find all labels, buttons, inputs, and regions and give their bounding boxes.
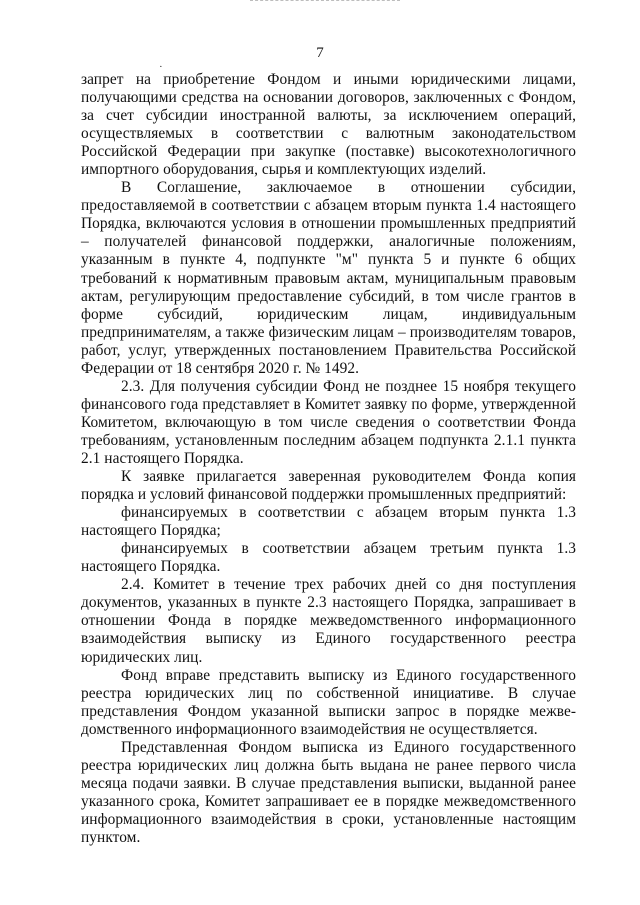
paragraph-financed-third: финансируемых в соответствии абзацем третьим пункта 1.3 настоящего Порядка. [81, 540, 576, 576]
paragraph-clause-2-3: 2.3. Для получения субсидии Фонд не позднее 15 ноября текущего финансового года представляет в Комитет заявку по форме, утвержденной Комитетом, включающую в том числе сведения о соответствии Фонда требованиям, установленным последним абзацем подпункта 2.1.1 пункта 2.1 настоящего Порядка. [81, 377, 576, 467]
paragraph-financed-second: финансируемых в соответствии с абзацем вторым пункта 1.3 настоящего Порядка; [81, 504, 576, 540]
page-number: 7 [316, 45, 324, 61]
paragraph-agreement-conditions: В Соглашение, заключаемое в отношении субсидии, предоставляемой в соответствии с абзацем вторым пункта 1.4 настоящего Порядка, включаются условия в отношении промышленных предприятий – получателей финансовой поддержки, аналогичные положениям, указанным в пункте 4, подпункте "м" пункта 5 и пункте 6 общих требований к нормативным правовым актам, муниципальным правовым актам, регулирующим предоставление субсидий, в том числе грантов в форме субсидий, юридическим лицам, индивидуальным предпринимателям, а также физическим лицам – производителям товаров, работ, услуг, утвержденных постановлением Правительства Российской Федерации от 18 сентября 2020 г. № 1492. [81, 179, 576, 377]
paragraph-attachments: К заявке прилагается заверенная руководителем Фонда копия порядка и условий финансовой поддержки промышленных предприятий: [81, 468, 576, 504]
document-body [81, 71, 576, 847]
paragraph-extract-issued: Представленная Фондом выписка из Единого государственного реестра юридических лиц должна быть выдана не ранее первого числа месяца подачи заявки. В случае представления выписки, выданной ранее указанного срока, Комитет запрашивает ее в порядке межведомственного информационного взаимодействия в сроки, установленные настоящим пунктом. [81, 738, 576, 846]
paragraph-continuation: запрет на приобретение Фондом и иными юридическими лицами, получающими средства на основании договоров, заключенных с Фондом, за счет субсидии иностранной валюты, за исключением операций, осуществляемых в соответствии с валютным законодательством Российской Федерации при закупке (поставке) высокотехнологичного импортного оборудования, сырья и комплектующих изделий. [81, 71, 576, 179]
paragraph-own-initiative: Фонд вправе представить выписку из Единого государственного реестра юридических лиц по собственной инициативе. В случае представления Фондом указанной выписки запрос в порядке межведомственного информационного взаимодействия не осуществляется. [81, 666, 576, 738]
paragraph-clause-2-4: 2.4. Комитет в течение трех рабочих дней со дня поступления документов, указанных в пункте 2.3 настоящего Порядка, запрашивает в отношении Фонда в порядке межведомственного информационного взаимодействия выписку из Единого государственного реестра юридических лиц. [81, 576, 576, 666]
stray-mark: · [159, 61, 163, 73]
top-edge-marks [250, 0, 400, 4]
